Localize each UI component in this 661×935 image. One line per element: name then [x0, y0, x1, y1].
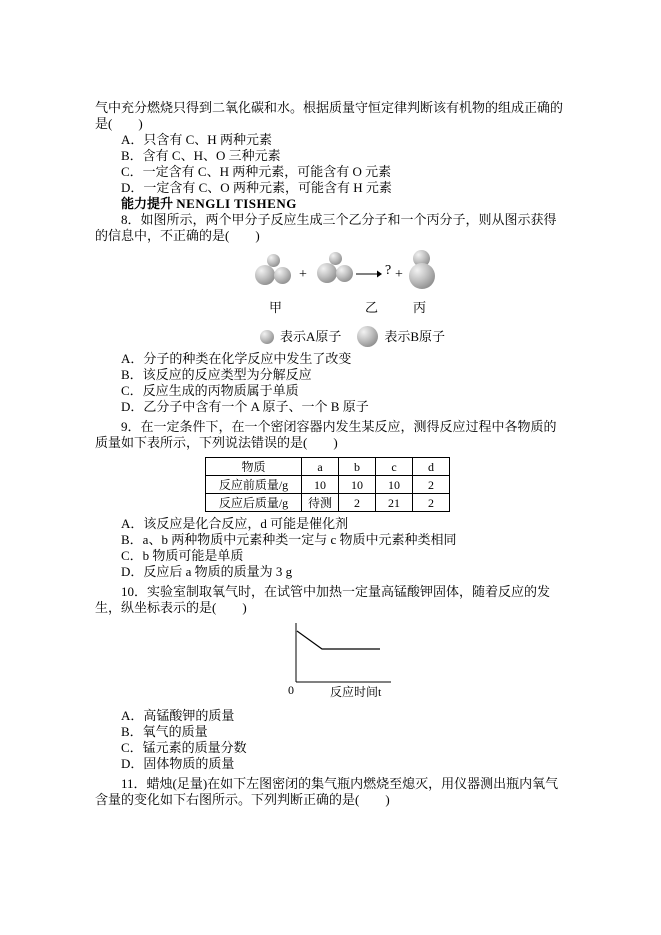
- q9-option-b: B．a、b 两种物质中元素种类一定与 c 物质中元素种类相同: [121, 532, 457, 547]
- q8-option-b: B．该反应的反应类型为分解反应: [121, 367, 312, 382]
- question-8-stem: 8．如图所示，两个甲分子反应生成三个乙分子和一个丙分子，则从图示获得的信息中，不正确的是( ): [95, 212, 557, 243]
- q9-option-a: A．该反应是化合反应，d 可能是催化剂: [121, 516, 349, 531]
- plus-sign: +: [299, 267, 307, 282]
- b-atom-legend-label: 表示B原子: [384, 328, 446, 344]
- b-atom-sphere: [274, 267, 291, 284]
- question-7-intro: 气中充分燃烧只得到二氧化碳和水。根据质量守恒定律判断该有机物的组成正确的是( ): [95, 100, 564, 131]
- b-atom-sphere: [409, 263, 435, 289]
- section-title: 能力提升: [121, 196, 174, 211]
- atom-legend: [260, 326, 569, 347]
- question-9-options: [95, 516, 569, 580]
- q10-option-d: D．固体物质的质量: [121, 756, 235, 771]
- table-cell: 2: [413, 494, 450, 512]
- question-10-options: [95, 708, 569, 772]
- b-atom-icon: [357, 326, 378, 347]
- plus-sign: +: [395, 267, 403, 282]
- table-cell: b: [339, 458, 376, 476]
- q7-option-b: B．含有 C、H、O 三种元素: [121, 148, 281, 163]
- table-cell: 反应后质量/g: [206, 494, 302, 512]
- graph-origin-label: 0: [288, 683, 294, 697]
- molecule-label-jia: 甲: [269, 300, 283, 315]
- molecule-diagram: [95, 250, 569, 347]
- graph-curve: [297, 631, 380, 649]
- table-cell: d: [413, 458, 450, 476]
- molecule-label-yi: 乙: [365, 300, 379, 315]
- q7-option-a: A．只含有 C、H 两种元素: [121, 132, 272, 147]
- q10-option-a: A．高锰酸钾的质量: [121, 708, 235, 723]
- table-cell: 2: [339, 494, 376, 512]
- graph-xaxis-label: 反应时间t: [330, 685, 382, 699]
- table-cell: 2: [413, 476, 450, 494]
- b-atom-sphere: [317, 263, 337, 283]
- reaction-arrow-icon: [356, 269, 382, 279]
- a-atom-legend-label: 表示A原子: [280, 328, 342, 344]
- section-subtitle: NENGLI TISHENG: [176, 196, 297, 211]
- reaction-graph: [288, 620, 569, 706]
- q10-option-b: B．氧气的质量: [121, 724, 208, 739]
- question-11-stem: 11．蜡烛(足量)在如下左图密闭的集气瓶内燃烧至熄灭，用仪器测出瓶内氧气含量的变化如下右图所示。下列判断正确的是( ): [95, 776, 559, 807]
- table-cell: a: [302, 458, 339, 476]
- table-cell: 反应前质量/g: [206, 476, 302, 494]
- section-header: [121, 196, 569, 212]
- unknown-product-mark: ?: [385, 263, 392, 278]
- mass-table: [205, 457, 450, 512]
- table-cell: 物质: [206, 458, 302, 476]
- table-cell: 待测: [302, 494, 339, 512]
- table-row: [206, 476, 450, 494]
- b-atom-sphere: [255, 265, 275, 285]
- table-row: [206, 458, 450, 476]
- table-cell: 10: [376, 476, 413, 494]
- table-row: [206, 494, 450, 512]
- molecule-label-bing: 丙: [413, 300, 427, 315]
- b-atom-sphere: [336, 265, 353, 282]
- q8-option-d: D．乙分子中含有一个 A 原子、一个 B 原子: [121, 399, 369, 414]
- q8-option-c: C．反应生成的丙物质属于单质: [121, 383, 299, 398]
- table-cell: 10: [339, 476, 376, 494]
- molecule-reaction-row: [253, 250, 463, 316]
- question-9-stem: 9．在一定条件下，在一个密闭容器内发生某反应，测得反应过程中各物质的质量如下表所示，下列说法错误的是( ): [95, 419, 557, 450]
- question-10-stem: 10．实验室制取氧气时，在试管中加热一定量高锰酸钾固体，随着反应的发生，纵坐标表示的是( ): [95, 584, 551, 615]
- table-cell: c: [376, 458, 413, 476]
- q7-option-c: C．一定含有 C、H 两种元素，可能含有 O 元素: [121, 164, 392, 179]
- table-cell: 10: [302, 476, 339, 494]
- q10-option-c: C．锰元素的质量分数: [121, 740, 247, 755]
- question-8-options: [95, 351, 569, 415]
- question-7-options: [95, 132, 569, 196]
- q9-option-c: C．b 物质可能是单质: [121, 548, 244, 563]
- table-cell: 21: [376, 494, 413, 512]
- q7-option-d: D．一定含有 C、O 两种元素，可能含有 H 元素: [121, 180, 392, 195]
- q9-option-d: D．反应后 a 物质的质量为 3 g: [121, 564, 293, 579]
- a-atom-icon: [260, 330, 274, 344]
- q8-option-a: A．分子的种类在化学反应中发生了改变: [121, 351, 352, 366]
